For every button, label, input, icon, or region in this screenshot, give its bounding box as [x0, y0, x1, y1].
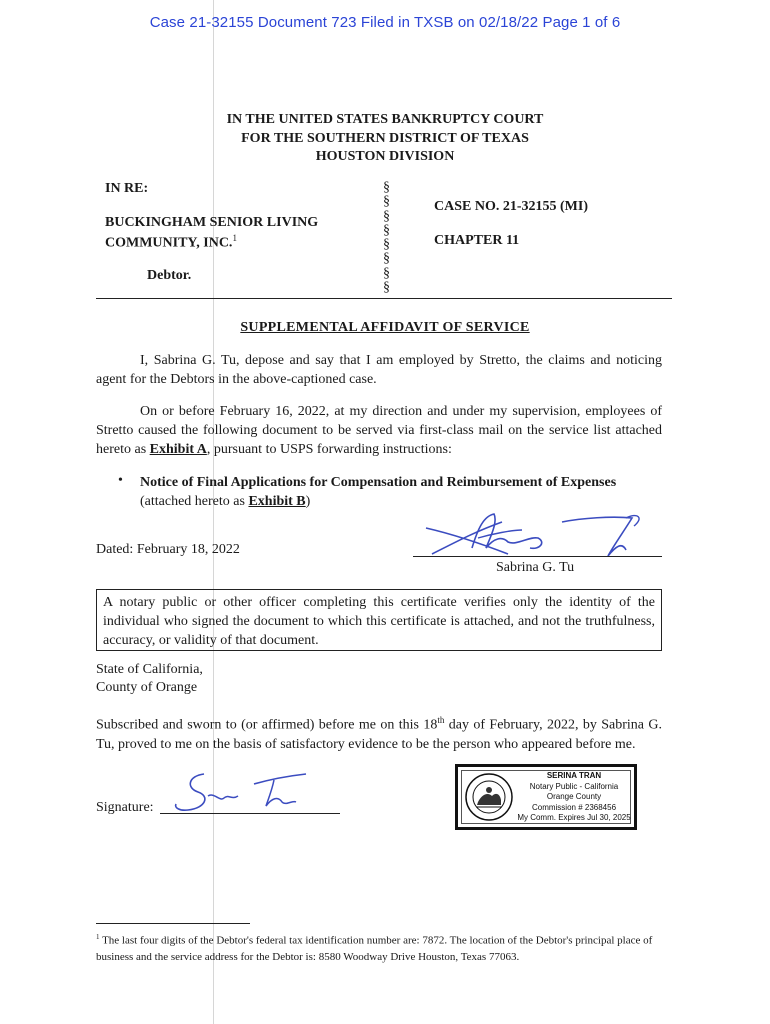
bullet-served-document: Notice of Final Applications for Compensation and Reimbursement of Expenses (attached hereto as Exhibit B): [140, 475, 617, 509]
caption-rule: [96, 298, 672, 299]
seal-county: Orange County: [546, 792, 602, 801]
in-re-label: IN RE:: [105, 181, 149, 196]
notary-signature-label: Signature:: [96, 800, 154, 815]
notary-signature-line: [160, 813, 340, 814]
california-seal-icon: [464, 772, 514, 822]
ecf-header-stamp: Case 21-32155 Document 723 Filed in TXSB on 02/18/22 Page 1 of 6: [149, 14, 621, 31]
debtor-name-line2: COMMUNITY, INC.$^1$: [105, 233, 237, 251]
section-mark: §: [383, 265, 390, 281]
seal-notary-name: SERINA TRAN: [546, 771, 602, 780]
section-mark: §: [383, 251, 390, 267]
jurat-paragraph: Subscribed and sworn to (or affirmed) before me on this 18th day of February, 2022, by Sabrina G. Tu, proved to me on the basis of satisfactory evidence to be the person who appeared before me.: [96, 715, 662, 752]
court-division: HOUSTON DIVISION: [315, 149, 455, 164]
bullet-icon: •: [118, 473, 123, 488]
footnote-rule: [96, 923, 250, 924]
document-title: SUPPLEMENTAL AFFIDAVIT OF SERVICE: [240, 320, 530, 335]
affiant-signature-image: [412, 508, 652, 560]
notary-signature-image: [168, 766, 318, 818]
notary-seal-stamp: [455, 764, 637, 830]
exhibit-b-reference: Exhibit B: [248, 494, 306, 509]
court-name-line2: FOR THE SOUTHERN DISTRICT OF TEXAS: [241, 131, 529, 146]
debtor-label: Debtor.: [147, 268, 192, 283]
chapter: CHAPTER 11: [434, 233, 520, 248]
section-mark: §: [383, 222, 390, 238]
section-mark: §: [383, 280, 390, 296]
section-mark: §: [383, 208, 390, 224]
footnote-ref: 1: [232, 233, 237, 243]
affiant-signature-line: [413, 556, 662, 557]
seal-expiration: My Comm. Expires Jul 30, 2025: [517, 813, 631, 822]
notary-notice-box: A notary public or other officer completing this certificate verifies only the identity of the individual who signed the document to which this certificate is attached, and not the truthfulness, accuracy, or validity of that document.: [96, 589, 662, 651]
affiant-name: Sabrina G. Tu: [496, 560, 575, 575]
venue-state: State of California,: [96, 662, 203, 677]
section-marks-column: [383, 181, 397, 295]
paragraph-employment: I, Sabrina G. Tu, depose and say that I am employed by Stretto, the claims and noticing agent for the Debtors in the above-captioned case.: [96, 353, 662, 387]
section-mark: §: [383, 194, 390, 210]
paragraph-service: On or before February 16, 2022, at my direction and under my supervision, employees of Stretto caused the following document to be served via first-class mail on the service list attached hereto as Exhibit A, pursuant to USPS forwarding instructions:: [96, 404, 662, 457]
court-name-line1: IN THE UNITED STATES BANKRUPTCY COURT: [226, 112, 544, 127]
section-mark: §: [383, 237, 390, 253]
venue-county: County of Orange: [96, 680, 198, 695]
case-number: CASE NO. 21-32155 (MI): [434, 199, 588, 214]
section-mark: §: [383, 180, 390, 195]
dated-line: Dated: February 18, 2022: [96, 542, 240, 557]
seal-commission: Commission # 2368456: [531, 802, 617, 812]
exhibit-a-reference: Exhibit A: [149, 442, 207, 457]
seal-notary-title: Notary Public - California: [529, 781, 619, 791]
footnote: $^1$ The last four digits of the Debtor's federal tax identification number are: 7872. The location of the Debtor's principal place of business and the service address for the Debtor is: 8580 Woodway Drive Houston, Texas 77063.: [96, 933, 653, 963]
debtor-name-line1: BUCKINGHAM SENIOR LIVING: [105, 215, 319, 230]
